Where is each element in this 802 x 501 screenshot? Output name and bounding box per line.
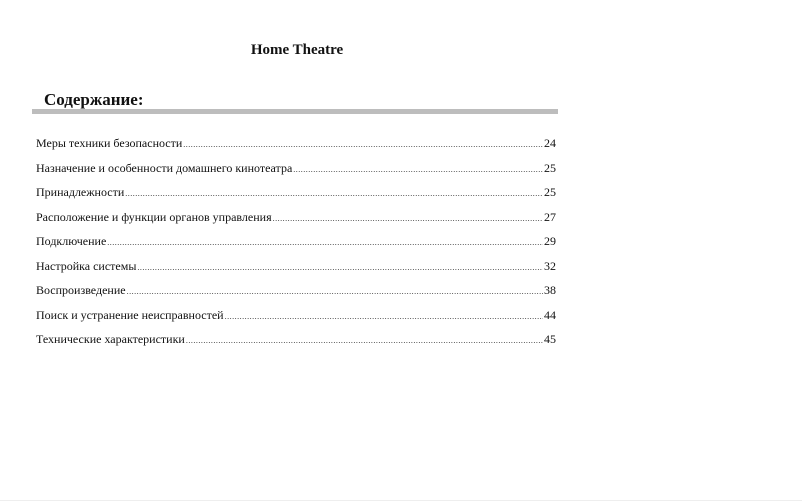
toc-entry-label: Расположение и функции органов управления	[36, 209, 272, 224]
toc-entry[interactable]	[36, 308, 556, 333]
toc-entry[interactable]	[36, 283, 556, 308]
toc-entry-label: Настройка системы	[36, 258, 137, 273]
dot-leader	[183, 140, 543, 149]
toc-entry-page: 38	[544, 283, 556, 297]
toc-entry-label: Подключение	[36, 234, 107, 248]
toc-entry[interactable]	[36, 332, 556, 357]
toc-entry-page: 32	[544, 258, 556, 273]
toc-entry[interactable]	[36, 136, 556, 161]
toc-entry-label: Воспроизведение	[36, 283, 126, 297]
toc-entry[interactable]	[36, 185, 556, 210]
dot-leader	[137, 263, 543, 272]
toc-entry[interactable]	[36, 161, 556, 186]
dot-leader	[293, 165, 543, 174]
toc-entry-page: 25	[544, 185, 556, 199]
dot-leader	[225, 312, 543, 321]
toc-entry-page: 29	[544, 234, 556, 248]
toc-heading: Содержание:	[44, 90, 144, 109]
toc-entry-page: 24	[544, 136, 556, 150]
toc-entry[interactable]	[36, 210, 556, 235]
toc-entry-page: 44	[544, 307, 556, 322]
toc-entry-label: Технические характеристики	[36, 332, 185, 346]
toc-entry[interactable]	[36, 259, 556, 284]
toc-entry-page: 45	[544, 332, 556, 346]
toc-entry-label: Назначение и особенности домашнего кинотеатра	[36, 160, 293, 175]
toc-entry-label: Поиск и устранение неисправностей	[36, 307, 224, 322]
toc-list	[36, 136, 556, 357]
toc-entry-page: 27	[544, 209, 556, 224]
toc-entry-page: 25	[544, 160, 556, 175]
dot-leader	[125, 189, 543, 198]
dot-leader	[107, 238, 543, 247]
toc-entry-label: Меры техники безопасности	[36, 136, 183, 150]
dot-leader	[273, 214, 543, 223]
document-title: Home Theatre	[250, 42, 344, 58]
dot-leader	[186, 336, 543, 345]
dot-leader	[127, 287, 543, 296]
toc-entry-label: Принадлежности	[36, 185, 125, 199]
toc-divider	[32, 109, 558, 114]
toc-entry[interactable]	[36, 234, 556, 259]
